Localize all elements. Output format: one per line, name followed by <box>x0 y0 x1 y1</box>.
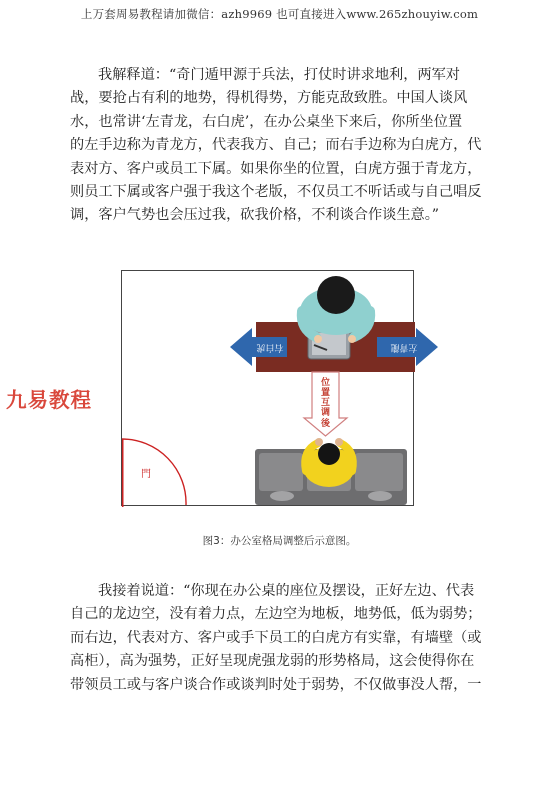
paragraph-continuation <box>70 580 490 697</box>
text-line: 水，也常讲‘左青龙，右白虎’，在办公桌坐下来后，你所坐位置 <box>70 113 463 130</box>
swap-label-char: 调 <box>320 408 331 418</box>
left-arrow-label: 右白虎 <box>256 342 284 352</box>
swap-label-char: 後 <box>320 419 331 429</box>
text-line: 则员工下属或客户强于我这个老版，不仅员工不听话或与自己唱反 <box>70 184 482 201</box>
sofa-pillow <box>270 491 294 501</box>
swap-label-char: 置 <box>320 388 331 398</box>
right-arrow-label: 左青龍 <box>390 342 418 352</box>
text-line: 我接着说道：“你现在办公桌的座位及摆设，正好左边、代表 <box>98 583 475 599</box>
text-line: 表对方、客户或员工下属。如果你坐的位置，白虎方强于青龙方， <box>70 160 482 177</box>
text-line: 而右边，代表对方、客户或手下员工的白虎方有实靠，有墙壁（或 <box>70 629 482 646</box>
paragraph-explanation <box>70 64 490 228</box>
swap-label-char: 位 <box>320 378 331 388</box>
sofa-cushion <box>355 453 403 491</box>
swap-label-char: 互 <box>320 398 331 408</box>
door-label: 門 <box>141 469 151 480</box>
office-layout-figure <box>121 270 418 506</box>
sofa-pillow <box>368 491 392 501</box>
bottom-person-hand <box>335 438 343 446</box>
text-line: 的左手边称为青龙方，代表我方、自己；而右手边称为白虎方，代 <box>70 137 482 154</box>
text-line: 带领员工或与客户谈合作或谈判时处于弱势，不仅做事没人帮，一 <box>70 676 482 693</box>
bottom-person-head <box>318 443 340 465</box>
top-person-head <box>317 276 355 314</box>
office-layout-illustration <box>122 271 418 507</box>
top-person-hand <box>314 335 322 343</box>
text-line: 高柜），高为强势，正好呈现虎强龙弱的形势格局，这会使得你在 <box>70 653 475 670</box>
text-line: 我解释道：“奇门遁甲源于兵法，打仗时讲求地利，两军对 <box>98 67 460 83</box>
watermark-logo: 九易教程 <box>6 388 92 412</box>
sofa-cushion <box>259 453 303 491</box>
bottom-person-hand <box>315 438 323 446</box>
top-person-hand <box>348 335 356 343</box>
text-line: 战，要抢占有利的地势，得机得势，方能克敌致胜。中国人谈风 <box>70 90 468 107</box>
figure-caption: 图3：办公室格局调整后示意图。 <box>202 535 357 547</box>
door-swing-arc <box>122 439 186 505</box>
text-line: 自己的龙边空，没有着力点，左边空为地板，地势低，低为弱势； <box>70 606 482 623</box>
page-header: 上万套周易教程请加微信：azh9969 也可直接进入www.265zhouyiw.com <box>80 7 479 21</box>
text-line: 调，客户气势也会压过我，砍我价格，不利谈合作谈生意。” <box>70 207 440 224</box>
